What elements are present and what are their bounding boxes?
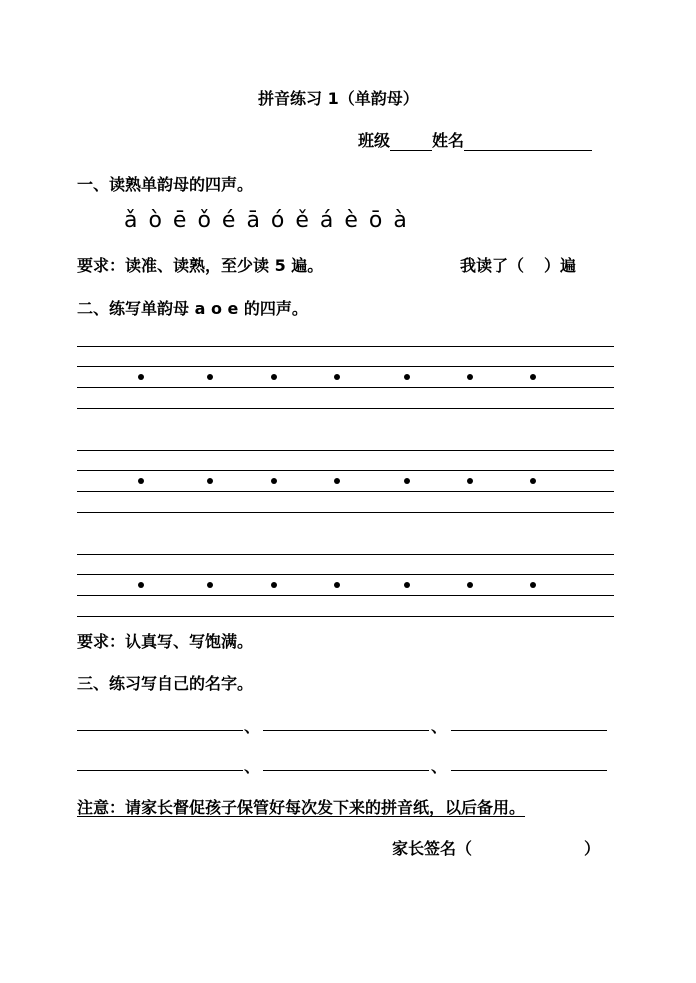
guide-dot bbox=[271, 374, 277, 380]
guide-dot bbox=[404, 374, 410, 380]
parent-sign-prefix: 家长签名（ bbox=[392, 839, 473, 858]
guide-dot bbox=[138, 582, 144, 588]
section2-heading: 二、练写单韵母 a o e 的四声。 bbox=[77, 299, 308, 318]
guide-dot bbox=[467, 582, 473, 588]
grid-line bbox=[77, 408, 614, 409]
guide-dot bbox=[207, 582, 213, 588]
guide-dot bbox=[334, 478, 340, 484]
separator: 、 bbox=[244, 717, 261, 736]
name-write-line[interactable] bbox=[263, 770, 429, 771]
guide-dot bbox=[530, 374, 536, 380]
guide-dot bbox=[530, 582, 536, 588]
class-label: 班级 bbox=[358, 131, 391, 150]
section1-heading: 一、读熟单韵母的四声。 bbox=[77, 175, 254, 194]
guide-dot bbox=[207, 478, 213, 484]
section1-requirement: 要求：读准、读熟，至少读 5 遍。 bbox=[77, 256, 324, 275]
grid-line bbox=[77, 554, 614, 555]
parent-signature bbox=[392, 836, 600, 859]
parent-sign-suffix: ） bbox=[584, 839, 601, 858]
guide-dot bbox=[207, 374, 213, 380]
name-write-line[interactable] bbox=[451, 730, 607, 731]
parent-note: 注意：请家长督促孩子保管好每次发下来的拼音纸，以后备用。 bbox=[77, 798, 526, 817]
separator: 、 bbox=[431, 717, 448, 736]
grid-line bbox=[77, 387, 614, 388]
name-write-line[interactable] bbox=[451, 770, 607, 771]
name-field[interactable] bbox=[464, 132, 592, 151]
page-title: 拼音练习 1（单韵母） bbox=[258, 89, 419, 108]
grid-line bbox=[77, 491, 614, 492]
grid-line bbox=[77, 574, 614, 575]
guide-dot bbox=[404, 478, 410, 484]
name-write-line[interactable] bbox=[77, 730, 243, 731]
guide-dot bbox=[334, 374, 340, 380]
read-count bbox=[460, 253, 576, 276]
section2-requirement: 要求：认真写、写饱满。 bbox=[77, 632, 254, 651]
guide-dot bbox=[404, 582, 410, 588]
separator: 、 bbox=[431, 757, 448, 776]
guide-dot bbox=[138, 478, 144, 484]
grid-line bbox=[77, 616, 614, 617]
read-count-prefix: 我读了（ bbox=[460, 256, 525, 275]
guide-dot bbox=[138, 374, 144, 380]
guide-dot bbox=[334, 582, 340, 588]
class-field[interactable] bbox=[390, 132, 432, 151]
guide-dot bbox=[271, 582, 277, 588]
name-write-line[interactable] bbox=[77, 770, 243, 771]
guide-dot bbox=[530, 478, 536, 484]
name-write-line[interactable] bbox=[263, 730, 429, 731]
name-label: 姓名 bbox=[432, 131, 465, 150]
guide-dot bbox=[467, 478, 473, 484]
tone-vowels: ǎ ò ē ǒ é ā ó ě á è ō à bbox=[124, 208, 407, 233]
grid-line bbox=[77, 346, 614, 347]
class-name-row bbox=[358, 128, 592, 151]
guide-dot bbox=[271, 478, 277, 484]
grid-line bbox=[77, 470, 614, 471]
grid-line bbox=[77, 512, 614, 513]
guide-dot bbox=[467, 374, 473, 380]
separator: 、 bbox=[244, 757, 261, 776]
grid-line bbox=[77, 366, 614, 367]
read-count-suffix: ）遍 bbox=[544, 256, 577, 275]
section3-heading: 三、练习写自己的名字。 bbox=[77, 674, 254, 693]
grid-line bbox=[77, 450, 614, 451]
grid-line bbox=[77, 595, 614, 596]
